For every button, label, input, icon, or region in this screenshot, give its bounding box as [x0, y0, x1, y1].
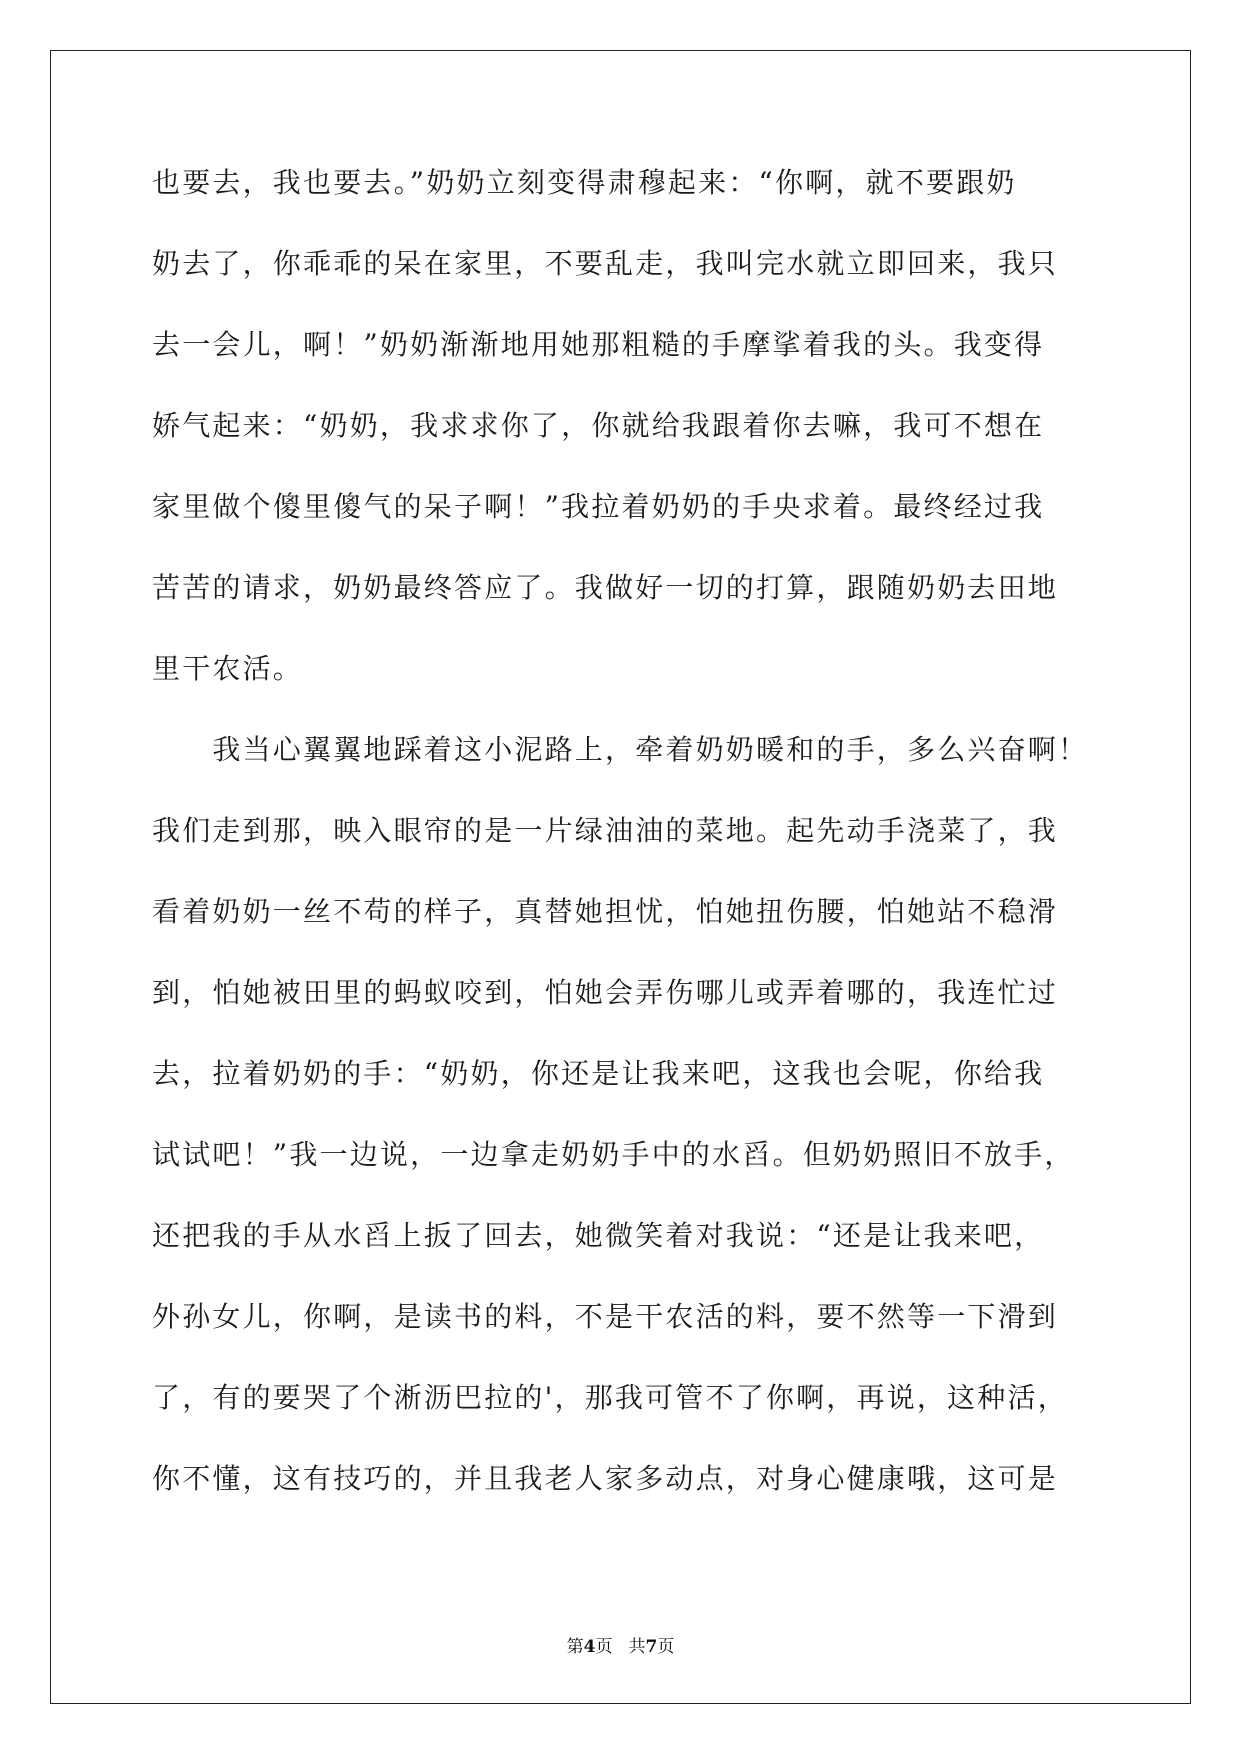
text-line: 里干农活。: [152, 652, 304, 685]
page-footer: [0, 1632, 1241, 1657]
text-line: 看着奶奶一丝不苟的样子，真替她担忧，怕她扭伤腰，怕她站不稳滑: [152, 895, 1059, 928]
total-pages: 7: [645, 1637, 658, 1657]
text-line: 去一会儿，啊！”奶奶渐渐地用她那粗糙的手摩挲着我的头。我变得: [152, 328, 1045, 361]
text-line: 还把我的手从水舀上扳了回去，她微笑着对我说：“还是让我来吧，: [152, 1219, 1045, 1252]
page-number: 4: [583, 1637, 596, 1657]
text-line: 外孙女儿，你啊，是读书的料，不是干农活的料，要不然等一下滑到: [152, 1300, 1059, 1333]
body-text: [152, 163, 1092, 1540]
text-line: 你不懂，这有技巧的，并且我老人家多动点，对身心健康哦，这可是: [152, 1462, 1059, 1495]
text-line: 也要去，我也要去。”奶奶立刻变得肃穆起来：“你啊，就不要跟奶: [152, 166, 1017, 199]
total-suffix: 页: [657, 1637, 675, 1657]
text-line: 苦苦的请求，奶奶最终答应了。我做好一切的打算，跟随奶奶去田地: [152, 571, 1059, 604]
text-line: 家里做个傻里傻气的呆子啊！”我拉着奶奶的手央求着。最终经过我: [152, 490, 1045, 523]
text-line: 娇气起来：“奶奶，我求求你了，你就给我跟着你去嘛，我可不想在: [152, 409, 1045, 442]
text-line: 奶去了，你乖乖的呆在家里，不要乱走，我叫完水就立即回来，我只: [152, 247, 1059, 280]
text-line: 到，怕她被田里的蚂蚁咬到，怕她会弄伤哪儿或弄着哪的，我连忙过: [152, 976, 1059, 1009]
page-prefix: 第: [566, 1637, 584, 1657]
total-prefix: 共: [628, 1637, 646, 1657]
text-line: 我当心翼翼地踩着这小泥路上，牵着奶奶暖和的手，多么兴奋啊！: [152, 733, 1089, 766]
text-line: 去，拉着奶奶的手：“奶奶，你还是让我来吧，这我也会呢，你给我: [152, 1057, 1045, 1090]
text-line: 我们走到那，映入眼帘的是一片绿油油的菜地。起先动手浇菜了，我: [152, 814, 1059, 847]
page-suffix: 页: [595, 1637, 613, 1657]
text-line: 了，有的要哭了个淅沥巴拉的'，那我可管不了你啊，再说，这种活，: [152, 1381, 1068, 1414]
text-line: 试试吧！”我一边说，一边拿走奶奶手中的水舀。但奶奶照旧不放手，: [152, 1138, 1075, 1171]
